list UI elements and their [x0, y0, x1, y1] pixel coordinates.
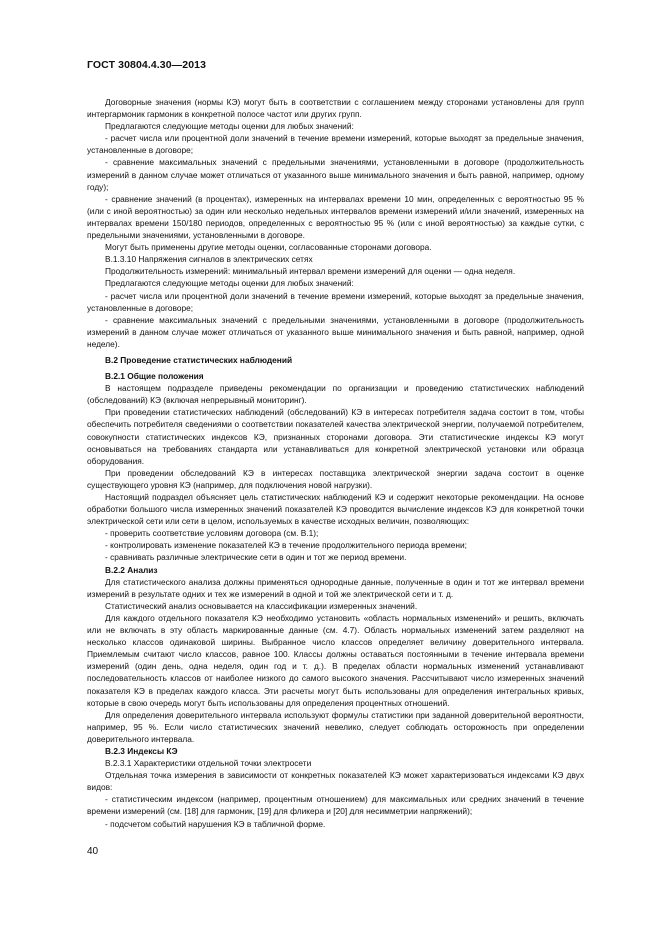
paragraph: В настоящем подразделе приведены рекомендации по организации и проведению статистических наблюдений (обследований) КЭ (включая непрерывный мониторинг).: [87, 383, 584, 406]
paragraph: При проведении обследований КЭ в интересах поставщика электрической энергии задача состоит в оценке существующего уровня КЭ (например, для подключения новой нагрузки).: [87, 467, 584, 490]
subsection-heading: В.2.3 Индексы КЭ: [105, 745, 178, 756]
list-item: - подсчетом событий нарушения КЭ в табличной форме.: [105, 818, 326, 829]
subsection-heading: В.2.2 Анализ: [105, 564, 158, 575]
document-header: ГОСТ 30804.4.30—2013: [87, 59, 207, 71]
paragraph: Предлагаются следующие методы оценки для любых значений:: [105, 121, 354, 132]
section-heading: В.2 Проведение статистических наблюдений: [105, 354, 293, 365]
paragraph: Для определения доверительного интервала используют формулы статистики при заданной доверительной вероятности, например, 95 %. Если число статистических значений невелико, следует соблюдать осторожность при определении доверительного интервала.: [87, 709, 584, 744]
subsection-heading: В.2.1 Общие положения: [105, 371, 204, 382]
paragraph: Могут быть применены другие методы оценки, согласованные сторонами договора.: [105, 242, 432, 253]
list-item: - проверить соответствие условиям договора (см. В.1);: [105, 528, 319, 539]
list-item: - статистическим индексом (например, процентным отношением) для максимальных или средних значений в течение времени измерений (см. [18] для гармоник, [19] для фликера и [20] для несимметрии напряжений);: [87, 794, 584, 817]
list-item: - сравнивать различные электрические сети в один и тот же период времени.: [105, 552, 407, 563]
paragraph: Статистический анализ основывается на классификации измеренных значений.: [105, 600, 418, 611]
document-body: [87, 96, 584, 830]
paragraph: Предлагаются следующие методы оценки для любых значений:: [105, 278, 354, 289]
paragraph: Для статистического анализа должны применяться однородные данные, полученные в один и тот же интервал времени измерений в результате одних и тех же измерений в одной и той же электрической сети и т. д.: [87, 576, 584, 599]
paragraph: Договорные значения (нормы КЭ) могут быть в соответствии с соглашением между сторонами установлены для групп интергармоник гармоник в конкретной полосе частот или других групп.: [87, 97, 584, 120]
paragraph: Для каждого отдельного показателя КЭ необходимо установить «область нормальных изменений» и решить, включать или не включать в эту область маркированные данные (см. 4.7). Область нормальных изменений затем разделяют на несколько классов одинаковой ширины. Выбранное число классов определяет величину доверительного интервала. Приемлемым считают число классов, равное 100. Классы должны оставаться постоянными в течение интервала времени измерений (один день, одна неделя, один год и т. д.). В пределах области нормальных изменений устанавливают последовательность классов от наиболее низкого до самого высокого значения. Рассчитывают число измеренных значений показателя КЭ в пределах каждого класса. Эти расчеты могут быть использованы для определения интегральных кривых, которые в свою очередь могут быть использованы для определения процентных отношений.: [87, 612, 584, 708]
paragraph: Отдельная точка измерения в зависимости от конкретных показателей КЭ может характеризоваться индексами КЭ двух видов:: [87, 770, 584, 793]
clause-heading: В.2.3.1 Характеристики отдельной точки электросети: [105, 758, 312, 769]
list-item: - расчет числа или процентной доли значений в течение времени измерений, которые выходят за предельные значения, установленные в договоре;: [87, 133, 584, 156]
list-item: - сравнение максимальных значений с предельными значениями, установленными в договоре (продолжительность измерений в данном случае может отличаться от указанного выше минимального значения и быть равной, например, одному году);: [87, 157, 584, 192]
list-item: - сравнение значений (в процентах), измеренных на интервалах времени 10 мин, определенных с вероятностью 95 % (или с иной вероятностью) за один или несколько недельных интервалов времени измерений и/или значений, измеренных на интервалах времени 150/180 периодов, определенных с вероятностью 95 % (или с иной вероятностью) за каждые сутки, с предельными значениями, установленными в договоре.: [87, 193, 584, 241]
list-item: - расчет числа или процентной доли значений в течение времени измерений, которые выходят за предельные значения, установленные в договоре;: [87, 290, 584, 313]
paragraph: Настоящий подраздел объясняет цель статистических наблюдений КЭ и содержит некоторые рекомендации. На основе обработки большого числа измеренных значений показателей КЭ проводится вычисление индексов КЭ для конкретной точки электрической сети или сети в целом, используемых в качестве исходных величин, позволяющих:: [87, 492, 584, 527]
list-item: - контролировать изменение показателей КЭ в течение продолжительного периода времени;: [105, 540, 467, 551]
list-item: - сравнение максимальных значений с предельными значениями, установленными в договоре (продолжительность измерений в данном случае может отличаться от указанного выше минимального значения и быть равной, например, одной неделе).: [87, 314, 584, 349]
paragraph: При проведении статистических наблюдений (обследований) КЭ в интересах потребителя задача состоит в том, чтобы обеспечить потребителя сведениями о соответствии показателей качества электрической энергии, получаемой потребителем, совокупности статистических индексов КЭ, признанных сторонами договора. Эти статистические индексы КЭ могут основываться на требованиях стандарта или устанавливаться для конкретной электрической установки или образца оборудования.: [87, 407, 584, 466]
clause-heading: В.1.3.10 Напряжения сигналов в электрических сетях: [105, 254, 313, 265]
paragraph: Продолжительность измерений: минимальный интервал времени измерений для оценки — одна неделя.: [105, 266, 516, 277]
page-number: 40: [87, 846, 99, 857]
